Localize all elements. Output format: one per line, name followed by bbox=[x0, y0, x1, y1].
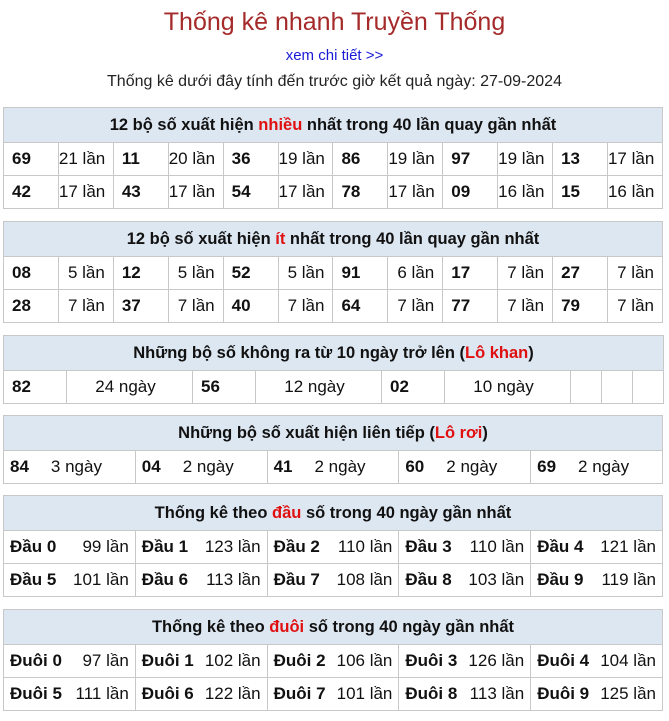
duoi-cell: Đuôi 9 125 lần bbox=[531, 678, 663, 711]
number-cell: 56 bbox=[193, 371, 256, 404]
dau-cell: Đầu 0 99 lần bbox=[4, 531, 136, 564]
count-cell: 6 lần bbox=[388, 257, 443, 290]
count-cell: 7 lần bbox=[498, 290, 553, 323]
count-cell: 19 lần bbox=[388, 143, 443, 176]
count-cell: 7 lần bbox=[58, 290, 113, 323]
count-cell: 7 lần bbox=[278, 290, 333, 323]
least-frequent-table bbox=[3, 221, 663, 323]
number-cell: 77 bbox=[443, 290, 498, 323]
number-cell: 12 bbox=[113, 257, 168, 290]
number-cell: 09 bbox=[443, 176, 498, 209]
number-cell: 42 bbox=[4, 176, 59, 209]
dau-cell: Đầu 4 121 lần bbox=[531, 531, 663, 564]
table-row bbox=[4, 564, 663, 597]
dau-cell: Đầu 7 108 lần bbox=[267, 564, 399, 597]
count-cell: 5 lần bbox=[168, 257, 223, 290]
duoi-cell: Đuôi 6 122 lần bbox=[135, 678, 267, 711]
number-cell: 78 bbox=[333, 176, 388, 209]
number-cell: 37 bbox=[113, 290, 168, 323]
page-subtitle: Thống kê dưới đây tính đến trước giờ kết quả ngày: 27-09-2024 bbox=[107, 73, 562, 90]
empty-cell bbox=[633, 371, 664, 404]
table-row bbox=[4, 645, 663, 678]
most-frequent-table bbox=[3, 107, 663, 209]
number-cell: 40 bbox=[223, 290, 278, 323]
lo-khan-header: Những bộ số không ra từ 10 ngày trở lên (Lô khan) bbox=[4, 336, 664, 371]
lo-roi-table bbox=[3, 415, 663, 484]
number-cell: 43 bbox=[113, 176, 168, 209]
count-cell: 7 lần bbox=[388, 290, 443, 323]
lo-roi-item: 41 2 ngày bbox=[267, 451, 399, 484]
dau-cell: Đầu 9 119 lần bbox=[531, 564, 663, 597]
number-cell: 86 bbox=[333, 143, 388, 176]
count-cell: 7 lần bbox=[607, 290, 662, 323]
duoi-cell: Đuôi 5 111 lần bbox=[4, 678, 136, 711]
days-cell: 12 ngày bbox=[256, 371, 382, 404]
number-cell: 52 bbox=[223, 257, 278, 290]
count-cell: 16 lần bbox=[607, 176, 662, 209]
number-cell: 17 bbox=[443, 257, 498, 290]
count-cell: 19 lần bbox=[278, 143, 333, 176]
lo-roi-header: Những bộ số xuất hiện liên tiếp (Lô rơi) bbox=[4, 416, 663, 451]
table-row bbox=[4, 678, 663, 711]
duoi-cell: Đuôi 1 102 lần bbox=[135, 645, 267, 678]
view-details-link[interactable]: xem chi tiết >> bbox=[285, 47, 384, 64]
dau-header: Thống kê theo đầu số trong 40 ngày gần nhất bbox=[4, 496, 663, 531]
count-cell: 7 lần bbox=[498, 257, 553, 290]
lo-khan-table bbox=[3, 335, 664, 404]
table-row bbox=[4, 257, 663, 290]
table-row bbox=[4, 176, 663, 209]
dau-cell: Đầu 6 113 lần bbox=[135, 564, 267, 597]
count-cell: 19 lần bbox=[498, 143, 553, 176]
count-cell: 17 lần bbox=[58, 176, 113, 209]
count-cell: 5 lần bbox=[278, 257, 333, 290]
most-frequent-header: 12 bộ số xuất hiện nhiều nhất trong 40 lần quay gần nhất bbox=[4, 108, 663, 143]
number-cell: 08 bbox=[4, 257, 59, 290]
table-row bbox=[4, 531, 663, 564]
lo-roi-item: 04 2 ngày bbox=[135, 451, 267, 484]
duoi-cell: Đuôi 8 113 lần bbox=[399, 678, 531, 711]
count-cell: 5 lần bbox=[58, 257, 113, 290]
lo-roi-item: 60 2 ngày bbox=[399, 451, 531, 484]
duoi-header: Thống kê theo đuôi số trong 40 ngày gần nhất bbox=[4, 610, 663, 645]
duoi-cell: Đuôi 4 104 lần bbox=[531, 645, 663, 678]
duoi-cell: Đuôi 3 126 lần bbox=[399, 645, 531, 678]
table-row bbox=[4, 371, 664, 404]
count-cell: 20 lần bbox=[168, 143, 223, 176]
dau-cell: Đầu 1 123 lần bbox=[135, 531, 267, 564]
duoi-table bbox=[3, 609, 663, 711]
number-cell: 79 bbox=[553, 290, 608, 323]
number-cell: 82 bbox=[4, 371, 67, 404]
lo-roi-item: 69 2 ngày bbox=[531, 451, 663, 484]
least-frequent-header: 12 bộ số xuất hiện ít nhất trong 40 lần quay gần nhất bbox=[4, 222, 663, 257]
number-cell: 64 bbox=[333, 290, 388, 323]
duoi-cell: Đuôi 0 97 lần bbox=[4, 645, 136, 678]
number-cell: 13 bbox=[553, 143, 608, 176]
number-cell: 54 bbox=[223, 176, 278, 209]
number-cell: 36 bbox=[223, 143, 278, 176]
number-cell: 91 bbox=[333, 257, 388, 290]
count-cell: 16 lần bbox=[498, 176, 553, 209]
count-cell: 17 lần bbox=[278, 176, 333, 209]
count-cell: 17 lần bbox=[168, 176, 223, 209]
count-cell: 21 lần bbox=[58, 143, 113, 176]
count-cell: 7 lần bbox=[607, 257, 662, 290]
days-cell: 10 ngày bbox=[445, 371, 571, 404]
number-cell: 69 bbox=[4, 143, 59, 176]
number-cell: 97 bbox=[443, 143, 498, 176]
number-cell: 28 bbox=[4, 290, 59, 323]
days-cell: 24 ngày bbox=[67, 371, 193, 404]
table-row bbox=[4, 451, 663, 484]
dau-cell: Đầu 5 101 lần bbox=[4, 564, 136, 597]
dau-table bbox=[3, 495, 663, 597]
lo-roi-item: 84 3 ngày bbox=[4, 451, 136, 484]
count-cell: 17 lần bbox=[388, 176, 443, 209]
count-cell: 17 lần bbox=[607, 143, 662, 176]
empty-cell bbox=[571, 371, 602, 404]
empty-cell bbox=[602, 371, 633, 404]
table-row bbox=[4, 290, 663, 323]
duoi-cell: Đuôi 7 101 lần bbox=[267, 678, 399, 711]
count-cell: 7 lần bbox=[168, 290, 223, 323]
table-row bbox=[4, 143, 663, 176]
number-cell: 27 bbox=[553, 257, 608, 290]
dau-cell: Đầu 2 110 lần bbox=[267, 531, 399, 564]
page-title: Thống kê nhanh Truyền Thống bbox=[163, 8, 506, 36]
number-cell: 11 bbox=[113, 143, 168, 176]
number-cell: 02 bbox=[382, 371, 445, 404]
number-cell: 15 bbox=[553, 176, 608, 209]
dau-cell: Đầu 8 103 lần bbox=[399, 564, 531, 597]
dau-cell: Đầu 3 110 lần bbox=[399, 531, 531, 564]
duoi-cell: Đuôi 2 106 lần bbox=[267, 645, 399, 678]
